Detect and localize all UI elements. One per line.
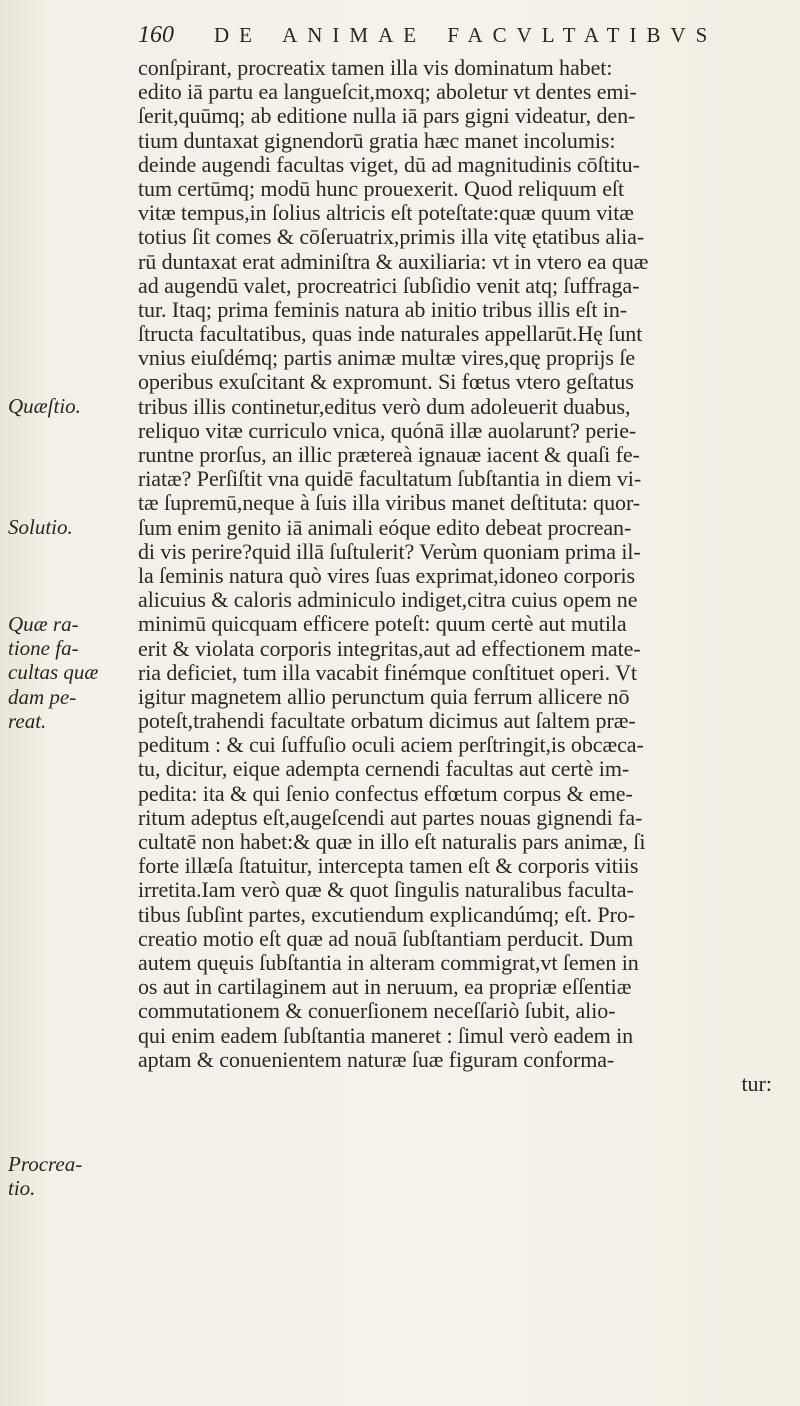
text-line: ria deficiet, tum illa vacabit finémque conſtituet operi. Vt — [138, 660, 637, 685]
text-line: edito iā partu ea langueſcit,moxq; aboletur vt dentes emi- — [138, 80, 637, 105]
text-line: conſpirant, procreatix tamen illa vis dominatum habet: — [138, 56, 613, 80]
margin-note-line: Solutio. — [8, 515, 73, 539]
text-line: alicuius & caloris adminiculo indiget,citra cuius opem ne — [138, 588, 638, 613]
text-line: os aut in cartilaginem aut in neruum, ea propriæ eſſentiæ — [138, 975, 632, 1000]
catchword: tur: — [741, 1071, 772, 1096]
text-line: ſtructa facultatibus, quas inde naturales appellarūt.Hę ſunt — [138, 322, 643, 347]
text-line: vnius eiuſdémq; partis animæ multæ vires,quę proprijs ſe — [138, 346, 636, 371]
text-line: peditum : & cui ſuffuſio oculi aciem perſtringit,is obcæca- — [138, 733, 644, 758]
margin-note-line: Quæ ra- — [8, 612, 79, 636]
text-line: tæ ſupremū,neque à ſuis illa viribus manet deſtituta: quor- — [138, 491, 641, 516]
text-line: cultatē non habet:& quæ in illo eſt naturalis pars animæ, ſi — [138, 830, 646, 854]
main-text-block — [138, 56, 778, 1096]
text-line: operibus exuſcitant & expromunt. Si fœtus vtero geſtatus — [138, 370, 634, 395]
text-line: totius ſit comes & cōſeruatrix,primis illa vitę ętatibus alia- — [138, 225, 645, 250]
margin-note-solutio — [8, 515, 126, 539]
text-line: la ſeminis natura quò vires ſuas exprimat,idoneo corporis — [138, 563, 635, 588]
text-line: creatio motio eſt quæ ad nouā ſubſtantiam perducit. Dum — [138, 926, 634, 951]
text-line: rū duntaxat erat adminiſtra & auxiliaria: vt in vtero ea quæ — [138, 249, 649, 274]
text-line: ad augendū valet, procreatrici ſubſidio venit atq; ſuffraga- — [138, 273, 640, 298]
page-header — [138, 22, 778, 49]
text-line: tum certūmq; modū hunc prouexerit. Quod reliquum eſt — [138, 176, 625, 201]
margin-note-line: reat. — [8, 708, 47, 733]
margin-note-line: tio. — [8, 1176, 36, 1201]
margin-note-line: dam pe- — [8, 684, 77, 709]
text-line: igitur magnetem allio perunctum quia ferrum allicere nō — [138, 684, 630, 709]
text-line: tur. Itaq; prima feminis natura ab initio tribus illis eſt in- — [138, 297, 628, 322]
margin-note-procreatio — [8, 1152, 126, 1200]
text-line: ſerit,quūmq; ab editione nulla iā pars gigni videatur, den- — [138, 104, 636, 129]
text-line: forte illæſa ſtatuitur, intercepta tamen eſt & corporis vitiis — [138, 854, 639, 879]
text-line: deinde augendi facultas viget, dū ad magnitudinis cōſtitu- — [138, 152, 640, 177]
margin-note-quaestio — [8, 394, 126, 418]
text-line: ritum adeptus eſt,augeſcendi aut partes nouas gignendi fa- — [138, 805, 643, 830]
text-line: minimū quicquam efficere poteſt: quum certè aut mutila — [138, 612, 627, 637]
margin-note-qua-ratione — [8, 612, 126, 733]
text-line: tibus ſubſint partes, excutiendum explicandúmq; eſt. Pro- — [138, 902, 636, 927]
text-line: poteſt,trahendi facultate orbatum dicimus aut ſaltem præ- — [138, 709, 636, 734]
text-line: tu, dicitur, eique adempta cernendi facultas aut certè im- — [138, 757, 630, 782]
text-line: tium duntaxat gignendorū gratia hæc manet incolumis: — [138, 128, 616, 153]
running-title: DE ANIMAE FACVLTATIBVS — [214, 23, 718, 47]
text-line: erit & violata corporis integritas,aut ad effectionem mate- — [138, 636, 641, 661]
text-line: riatæ? Perſiſtit vna quidē facultatum ſubſtantia in diem vi- — [138, 467, 642, 492]
text-line: ſum enim genito iā animali eóque edito debeat procrean- — [138, 515, 632, 540]
text-line: di vis perire?quid illā ſuſtulerit? Verùm quoniam prima il- — [138, 539, 641, 564]
text-line: tribus illis continetur,editus verò dum adoleuerit duabus, — [138, 394, 631, 419]
text-line: pedita: ita & qui ſenio confectus effœtum corpus & eme- — [138, 781, 633, 806]
margin-note-line: cultas quæ — [8, 660, 99, 685]
text-line: qui enim eadem ſubſtantia maneret : ſimul verò eadem in — [138, 1023, 634, 1048]
text-line: irretita.Iam verò quæ & quot ſingulis naturalibus faculta- — [138, 878, 634, 903]
text-line: reliquo vitæ curriculo vnica, quónā illæ auolarunt? perie- — [138, 418, 637, 443]
text-line: autem quęuis ſubſtantia in alteram commigrat,vt ſemen in — [138, 950, 639, 975]
margin-note-line: tione fa- — [8, 636, 79, 661]
text-line: vitæ tempus,in ſolius altricis eſt poteſtate:quæ quum vitæ — [138, 201, 634, 226]
text-line: runtne prorſus, an illic prætereà ignauæ iacent & quaſi fe- — [138, 443, 640, 467]
margin-note-line: Quæſtio. — [8, 394, 81, 418]
text-line: commutationem & conuerſionem neceſſariò ſubit, alio- — [138, 999, 616, 1024]
text-line: aptam & conuenientem naturæ ſuæ figuram conforma- — [138, 1047, 615, 1072]
page-number: 160 — [138, 22, 174, 48]
margin-note-line: Procrea- — [8, 1152, 83, 1176]
